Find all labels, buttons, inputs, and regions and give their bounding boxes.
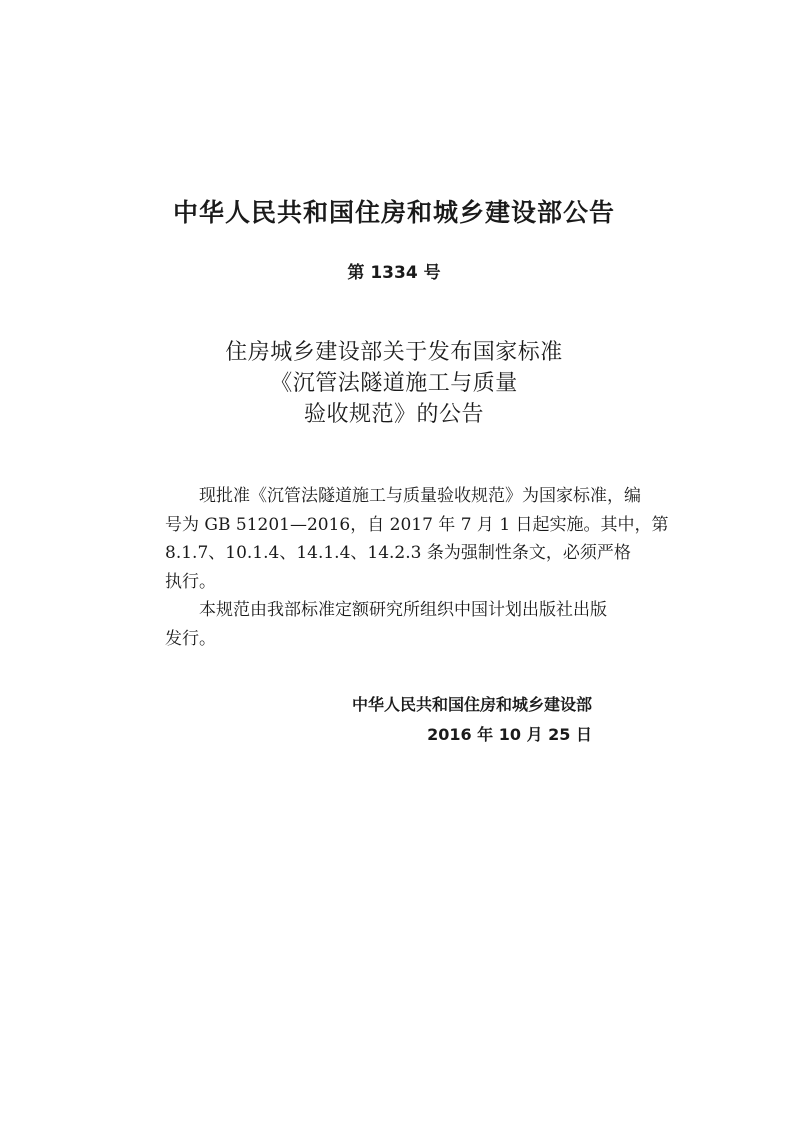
body-line: 本规范由我部标准定额研究所组织中国计划出版社出版	[199, 600, 607, 620]
notice-number: 第 1334 号	[347, 263, 441, 283]
subtitle-line: 住房城乡建设部关于发布国家标准	[225, 340, 563, 365]
issue-date: 2016 年 10 月 25 日	[427, 725, 592, 744]
document-title: 中华人民共和国住房和城乡建设部公告	[172, 198, 615, 227]
subtitle-line: 《沉管法隧道施工与质量	[270, 371, 518, 396]
notice-body	[165, 482, 669, 653]
subtitle-line: 验收规范》的公告	[303, 402, 484, 427]
body-line: 现批准《沉管法隧道施工与质量验收规范》为国家标准，编	[199, 486, 641, 506]
notice-subtitle	[0, 337, 788, 430]
body-line: 发行。	[165, 628, 216, 649]
issuer-name: 中华人民共和国住房和城乡建设部	[351, 695, 592, 714]
signature-block	[352, 690, 592, 750]
body-line: 号为 GB 51201—2016，自 2017 年 7 月 1 日起实施。其中，第	[165, 514, 669, 535]
body-line: 8.1.7、10.1.4、14.1.4、14.2.3 条为强制性条文，必须严格	[165, 543, 631, 563]
body-line: 执行。	[165, 571, 216, 592]
